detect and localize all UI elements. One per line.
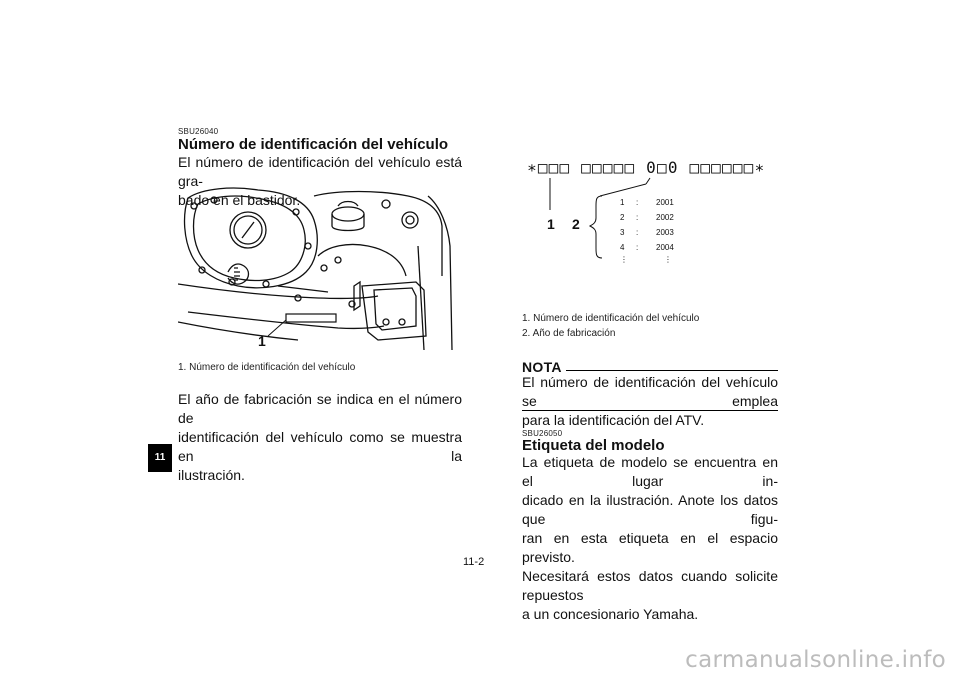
paragraph-line: Necesitará estos datos cuando solicite repuestos [522, 568, 778, 603]
paragraph-line: a un concesionario Yamaha. [522, 606, 699, 622]
nota-bottom-rule [522, 410, 778, 411]
model-label-paragraph [522, 453, 778, 624]
diagram-callout-1: 1 [547, 216, 555, 232]
paragraph-line: identificación del vehículo como se muestra en la [178, 429, 462, 464]
nota-top-rule [566, 370, 778, 371]
diagram-caption-2: 2. Año de fabricación [522, 328, 616, 339]
year-row: 1 : 2001 [620, 198, 674, 207]
figure-caption: 1. Número de identificación del vehículo [178, 362, 356, 373]
intro-line: bado en el bastidor. [178, 192, 301, 208]
year-row-ellipsis: ⋮ ⋮ [620, 255, 672, 264]
paragraph-line: dicado en la ilustración. Anote los datos que figu- [522, 492, 778, 527]
section-code: SBU26040 [178, 127, 219, 136]
nota-title: NOTA [522, 359, 562, 375]
intro-line: El número de identificación del vehículo está gra- [178, 154, 462, 189]
chapter-tab: 11 [148, 444, 172, 472]
year-paragraph [178, 390, 462, 485]
diagram-caption-1: 1. Número de identificación del vehículo [522, 313, 700, 324]
watermark: carmanualsonline.info [685, 647, 946, 673]
section-heading: Número de identificación del vehículo [178, 136, 449, 153]
year-row: 4 : 2004 [620, 243, 674, 252]
figure-callout-1: 1 [258, 333, 266, 349]
nota-line: para la identificación del ATV. [522, 412, 705, 428]
vin-pattern: ∗□□□ □□□□□ 0□0 □□□□□□∗ [527, 158, 766, 177]
section-heading-2: Etiqueta del modelo [522, 437, 665, 454]
paragraph-line: El año de fabricación se indica en el número de [178, 391, 462, 426]
nota-text [522, 373, 778, 430]
page-number: 11-2 [463, 556, 485, 568]
year-row: 3 : 2003 [620, 228, 674, 237]
diagram-callout-2: 2 [572, 216, 580, 232]
paragraph-line: ilustración. [178, 467, 245, 483]
paragraph-line: ran en esta etiqueta en el espacio previsto. [522, 530, 778, 565]
engine-drawing [178, 186, 462, 350]
nota-line: El número de identificación del vehículo se emplea [522, 374, 778, 409]
section-code-2: SBU26050 [522, 429, 563, 438]
paragraph-line: La etiqueta de modelo se encuentra en el lugar in- [522, 454, 778, 489]
engine-illustration [178, 186, 462, 350]
year-row: 2 : 2002 [620, 213, 674, 222]
year-code-table [620, 198, 690, 278]
